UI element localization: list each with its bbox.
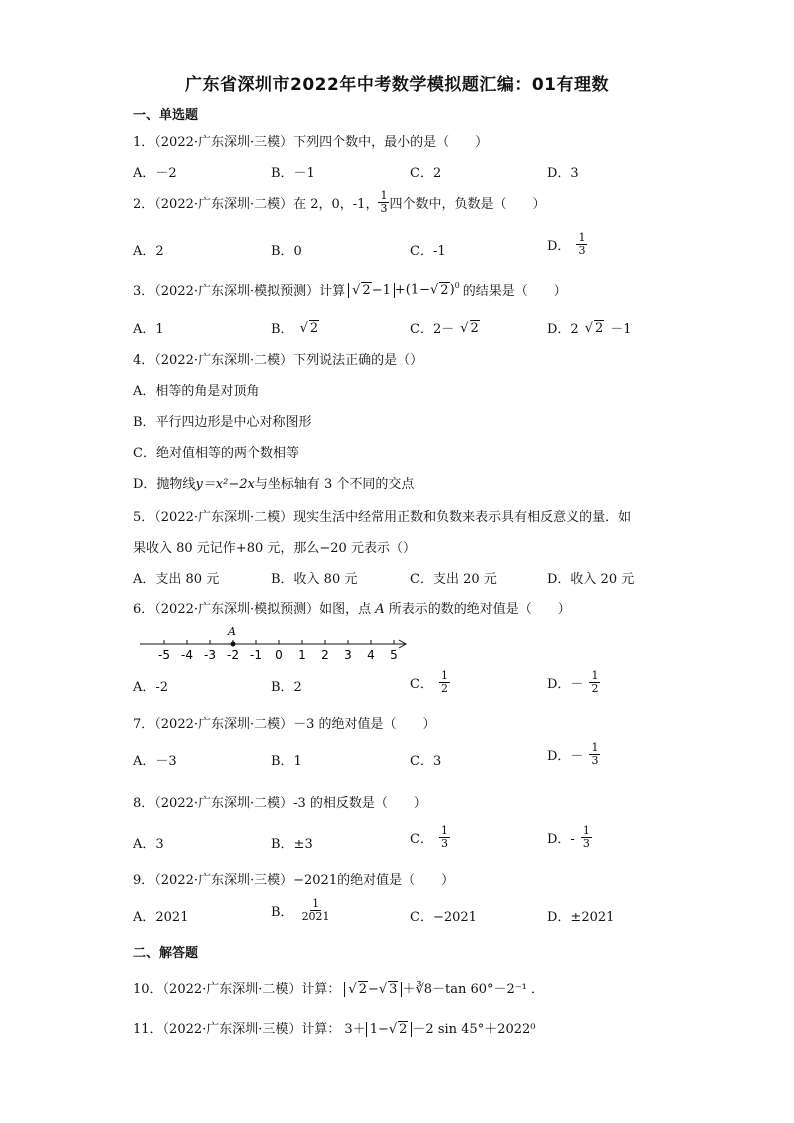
question-2-options bbox=[133, 231, 653, 264]
tick-label: -3 bbox=[204, 648, 216, 662]
option-b[interactable]: B．平行四边形是中心对称图形 bbox=[133, 415, 312, 430]
tick-label: 3 bbox=[344, 648, 352, 662]
tick-label: -4 bbox=[181, 648, 193, 662]
point-a-label: A bbox=[228, 625, 236, 638]
option-a[interactable]: A．－2 bbox=[133, 166, 177, 181]
question-9-stem: 9．（2022·广东深圳·三模）−2021的绝对值是（ ） bbox=[133, 873, 455, 888]
stem-text: 四个数中，负数是（ ） bbox=[389, 197, 546, 212]
question-1-stem: 1．（2022·广东深圳·三模）下列四个数中，最小的是（ ） bbox=[133, 135, 489, 150]
option-b[interactable]: B．1 bbox=[271, 754, 302, 769]
numerator: 1 bbox=[380, 189, 388, 202]
option-d[interactable] bbox=[547, 232, 587, 257]
tick-label: 1 bbox=[298, 648, 306, 662]
stem-text: 2．（2022·广东深圳·二模）在 2，0，-1， bbox=[133, 197, 379, 212]
option-c[interactable]: C．绝对值相等的两个数相等 bbox=[133, 446, 299, 461]
option-b[interactable]: B．－1 bbox=[271, 166, 315, 181]
section-answer: 二、解答题 bbox=[133, 946, 199, 961]
option-b[interactable]: B． √ 2 bbox=[271, 320, 319, 337]
option-a[interactable]: A．－3 bbox=[133, 754, 177, 769]
question-11-stem: 11．（2022·广东深圳·三模）计算： 3＋ 1−√ 2 －2 sin 45°＋2022⁰ bbox=[133, 1018, 536, 1037]
question-8-stem: 8．（2022·广东深圳·二模）-3 的相反数是（ ） bbox=[133, 796, 427, 811]
option-c[interactable]: C．-1 bbox=[410, 244, 446, 259]
point-a-marker bbox=[231, 642, 236, 647]
question-10-stem: 10．（2022·广东深圳·二模）计算： √ 2−√ 3 ＋∛8－tan 60°－2⁻¹ ． bbox=[133, 978, 544, 997]
option-d[interactable]: D．- $\frac{1}{3}$ bbox=[547, 824, 590, 850]
option-label: D． bbox=[547, 239, 571, 254]
question-6-options bbox=[133, 669, 653, 700]
question-6-stem: 6．（2022·广东深圳·模拟预测）如图，点 A 所表示的数的绝对值是（ ） bbox=[133, 602, 571, 617]
option-c[interactable]: C．2 bbox=[410, 166, 442, 181]
numerator: 1 bbox=[578, 231, 586, 244]
option-d[interactable]: D．－ $\frac{1}{3}$ bbox=[547, 741, 599, 767]
page-title: 广东省深圳市2022年中考数学模拟题汇编：01有理数 bbox=[185, 75, 609, 95]
question-4-stem: 4．（2022·广东深圳·二模）下列说法正确的是（） bbox=[133, 353, 424, 368]
fraction bbox=[576, 232, 587, 257]
option-a[interactable]: A．2021 bbox=[133, 910, 189, 925]
denominator: 3 bbox=[380, 202, 388, 215]
tick-label: 0 bbox=[275, 648, 283, 662]
option-c[interactable]: C． $\frac{1}{3}$ bbox=[410, 824, 448, 850]
option-c[interactable]: C．−2021 bbox=[410, 910, 477, 925]
option-a[interactable]: A．3 bbox=[133, 837, 164, 852]
math-expression: √ 2−1 +(1−√ 2)$^0$ bbox=[348, 281, 460, 297]
option-b[interactable]: B．0 bbox=[271, 244, 302, 259]
option-b[interactable]: B． $\frac{1}{2021}$ bbox=[271, 897, 330, 923]
stem-text: 的结果是（ ） bbox=[462, 284, 567, 299]
tick-label: -1 bbox=[250, 648, 262, 662]
option-d[interactable]: D．收入 20 元 bbox=[547, 572, 635, 587]
tick-label: -5 bbox=[158, 648, 170, 662]
tick-label: -2 bbox=[227, 648, 239, 662]
question-5-stem-line-2: 果收入 80 元记作+80 元，那么−20 元表示（） bbox=[133, 541, 416, 556]
option-b[interactable]: B．收入 80 元 bbox=[271, 572, 358, 587]
tick-label: 5 bbox=[390, 648, 398, 662]
option-b[interactable]: B．2 bbox=[271, 680, 302, 695]
option-a[interactable]: A．-2 bbox=[133, 680, 169, 695]
math-expression: √ 2−√ 3 ＋∛8－tan 60°－2⁻¹ ． bbox=[344, 978, 544, 997]
tick-label: 2 bbox=[321, 648, 329, 662]
option-a[interactable]: A．2 bbox=[133, 244, 164, 259]
option-c[interactable]: C． $\frac{1}{2}$ bbox=[410, 669, 448, 695]
option-b[interactable]: B．±3 bbox=[271, 837, 313, 852]
option-d[interactable]: D．±2021 bbox=[547, 910, 615, 925]
option-d[interactable]: D．－ $\frac{1}{2}$ bbox=[547, 669, 599, 695]
option-c[interactable]: C．2－ √ 2 bbox=[410, 320, 479, 337]
option-d[interactable]: D．3 bbox=[547, 166, 579, 181]
tick-label: 4 bbox=[367, 648, 375, 662]
question-3-options bbox=[133, 318, 653, 342]
option-a[interactable]: A．相等的角是对顶角 bbox=[133, 384, 260, 399]
section-single-choice: 一、单选题 bbox=[133, 108, 199, 123]
question-8-options bbox=[133, 824, 653, 857]
number-line-figure bbox=[138, 624, 418, 664]
question-5-options bbox=[133, 568, 653, 592]
option-c[interactable]: C．支出 20 元 bbox=[410, 572, 497, 587]
stem-text: 3．（2022·广东深圳·模拟预测）计算 bbox=[133, 284, 346, 299]
question-5-stem-line-1: 5．（2022·广东深圳·二模）现实生活中经常用正数和负数来表示具有相反意义的量．如 bbox=[133, 510, 632, 525]
question-2-stem bbox=[133, 190, 545, 215]
question-7-options bbox=[133, 741, 653, 774]
denominator: 3 bbox=[578, 244, 586, 257]
option-c[interactable]: C．3 bbox=[410, 754, 442, 769]
option-d[interactable]: D．抛物线y＝x²−2x与坐标轴有 3 个不同的交点 bbox=[133, 477, 415, 492]
option-d[interactable]: D．2 √ 2 －1 bbox=[547, 320, 632, 337]
question-1-options bbox=[133, 162, 653, 186]
option-a[interactable]: A．1 bbox=[133, 322, 164, 337]
question-3-stem bbox=[133, 280, 567, 299]
question-7-stem: 7．（2022·广东深圳·二模）－3 的绝对值是（ ） bbox=[133, 717, 436, 732]
question-9-options bbox=[133, 897, 653, 930]
option-a[interactable]: A．支出 80 元 bbox=[133, 572, 220, 587]
math-expression: 3＋ 1−√ 2 －2 sin 45°＋2022⁰ bbox=[344, 1022, 536, 1037]
fraction bbox=[378, 190, 389, 215]
